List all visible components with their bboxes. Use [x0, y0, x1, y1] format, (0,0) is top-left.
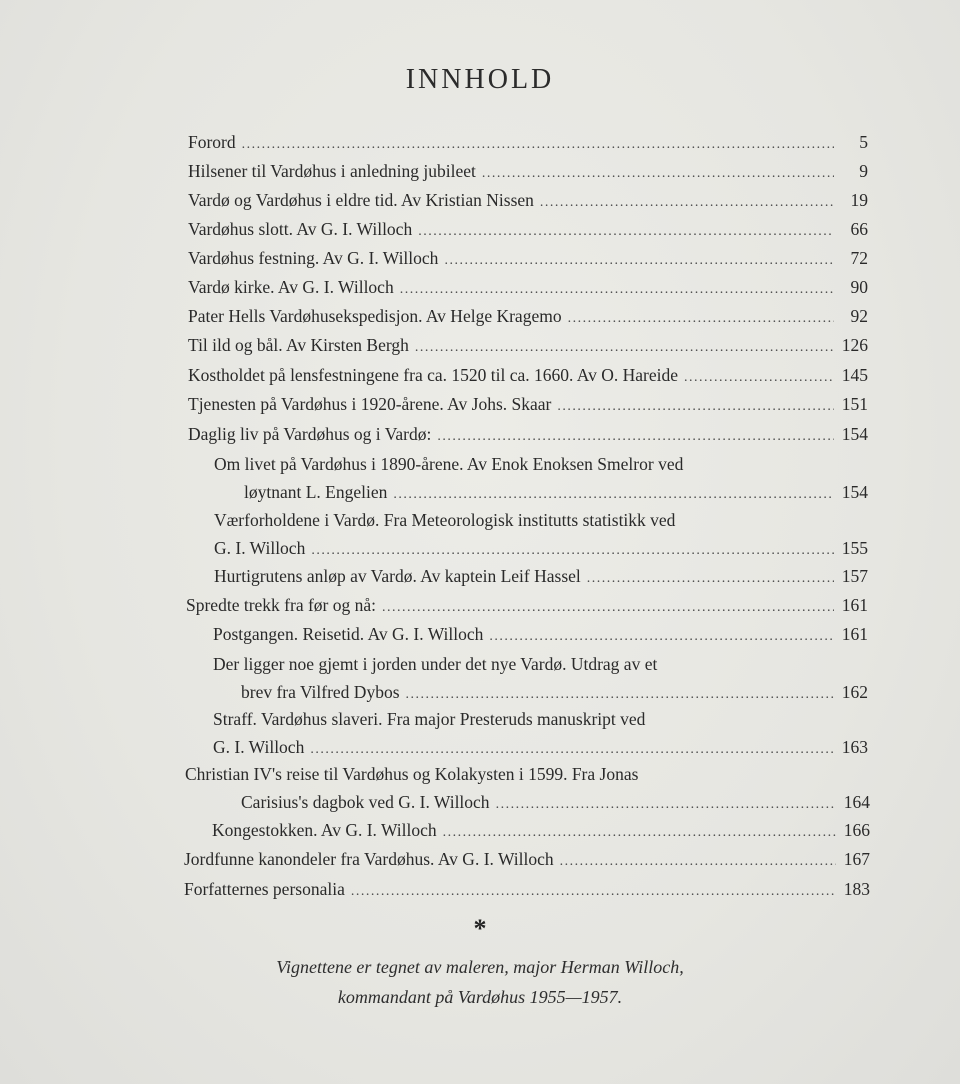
note-line-2: kommandant på Vardøhus 1955—1957.: [337, 987, 623, 1007]
toc-entry-page: 161: [841, 595, 868, 615]
toc-entry-title: Kostholdet på lensfestningene fra ca. 1520 til ca. 1660. Av O. Hareide: [188, 365, 679, 385]
toc-entry-title: Forord: [188, 132, 236, 152]
toc-entry: [188, 217, 868, 244]
toc-entry: [186, 593, 868, 620]
toc-entry-title-line1: Straff. Vardøhus slaveri. Fra major Presteruds manuskript ved: [213, 709, 646, 729]
toc-entry-title: Pater Hells Vardøhusekspedisjon. Av Helge Kragemo: [188, 306, 562, 326]
toc-entry-title: Til ild og bål. Av Kirsten Bergh: [188, 335, 409, 355]
toc-subentry: [212, 818, 870, 845]
toc-entry-title: Postgangen. Reisetid. Av G. I. Willoch: [213, 624, 484, 644]
toc-entry-page: 151: [841, 394, 868, 414]
toc-entry-page: 155: [841, 538, 868, 558]
vignette-credit-note: [0, 952, 960, 1012]
toc-entry: [188, 275, 868, 302]
toc-entry: [188, 130, 868, 157]
toc-entry-title: Daglig liv på Vardøhus og i Vardø:: [188, 424, 432, 444]
toc-entry-page: 166: [843, 820, 870, 840]
toc-entry-page: 66: [850, 219, 868, 239]
toc-entry-title-line1: Christian IV's reise til Vardøhus og Kolakysten i 1599. Fra Jonas: [185, 764, 639, 784]
toc-entry-page: 163: [841, 737, 868, 757]
toc-entry: [184, 877, 870, 904]
toc-entry-page: 183: [843, 879, 870, 899]
toc-entry-title: Hurtigrutens anløp av Vardø. Av kaptein Leif Hassel: [214, 566, 581, 586]
toc-entry-title: Forfatternes personalia: [184, 879, 345, 899]
toc-entry-page: 145: [841, 365, 868, 385]
toc-entry: [188, 246, 868, 273]
toc-entry-page: 161: [841, 624, 868, 644]
toc-entry-title-line1: Der ligger noe gjemt i jorden under det nye Vardø. Utdrag av et: [213, 654, 658, 674]
toc-entry-page: 154: [841, 482, 868, 502]
toc-entry-title: Vardøhus festning. Av G. I. Willoch: [188, 248, 439, 268]
toc-entry: [184, 847, 870, 874]
toc-entry-page: 154: [841, 424, 868, 444]
separator-asterisk: *: [473, 914, 487, 943]
toc-entry: [188, 422, 868, 449]
toc-entry-page: 162: [841, 682, 868, 702]
toc-entry-title: Vardø kirke. Av G. I. Willoch: [188, 277, 394, 297]
toc-subentry: [214, 564, 868, 591]
toc-entry: [188, 304, 868, 331]
toc-entry-title: G. I. Willoch: [213, 737, 305, 757]
toc-entry: [188, 392, 868, 419]
toc-entry-title: Vardø og Vardøhus i eldre tid. Av Kristian Nissen: [188, 190, 534, 210]
toc-entry-title: Tjenesten på Vardøhus i 1920-årene. Av Johs. Skaar: [188, 394, 552, 414]
toc-entry: [188, 333, 868, 360]
toc-entry-page: 167: [843, 849, 870, 869]
toc-entry-page: 92: [850, 306, 868, 326]
toc-entry-title: Carisius's dagbok ved G. I. Willoch: [241, 792, 490, 812]
toc-subentry: [213, 622, 868, 649]
toc-entry: [188, 363, 868, 390]
toc-subentry: [213, 652, 868, 707]
toc-entry-page: 19: [850, 190, 868, 210]
toc-entry-title: Spredte trekk fra før og nå:: [186, 595, 376, 615]
toc-entry-title-line1: Værforholdene i Vardø. Fra Meteorologisk institutts statistikk ved: [214, 510, 676, 530]
toc-subentry: [214, 452, 868, 507]
toc-entry-title: brev fra Vilfred Dybos: [241, 682, 400, 702]
toc-entry-page: 126: [841, 335, 868, 355]
toc-entry-title: Jordfunne kanondeler fra Vardøhus. Av G. I. Willoch: [184, 849, 554, 869]
toc-subentry: [214, 508, 868, 563]
toc-entry-page: 157: [841, 566, 868, 586]
page-title: INNHOLD: [405, 64, 555, 95]
toc-entry-title: Hilsener til Vardøhus i anledning jubileet: [188, 161, 476, 181]
toc-subentry: [213, 707, 868, 762]
toc-entry-page: 72: [850, 248, 868, 268]
toc-entry-title: Kongestokken. Av G. I. Willoch: [212, 820, 437, 840]
toc-entry: [188, 159, 868, 186]
toc-entry-title: G. I. Willoch: [214, 538, 306, 558]
toc-entry: [185, 762, 870, 817]
note-line-1: Vignettene er tegnet av maleren, major Herman Willoch,: [276, 957, 684, 977]
toc-entry-page: 5: [859, 132, 868, 152]
toc-entry-title: Vardøhus slott. Av G. I. Willoch: [188, 219, 413, 239]
toc-entry: [188, 188, 868, 215]
toc-entry-page: 164: [843, 792, 870, 812]
toc-entry-title-line1: Om livet på Vardøhus i 1890-årene. Av Enok Enoksen Smelror ved: [214, 454, 684, 474]
toc-entry-page: 90: [850, 277, 868, 297]
toc-entry-title: løytnant L. Engelien: [244, 482, 388, 502]
toc-entry-page: 9: [859, 161, 868, 181]
